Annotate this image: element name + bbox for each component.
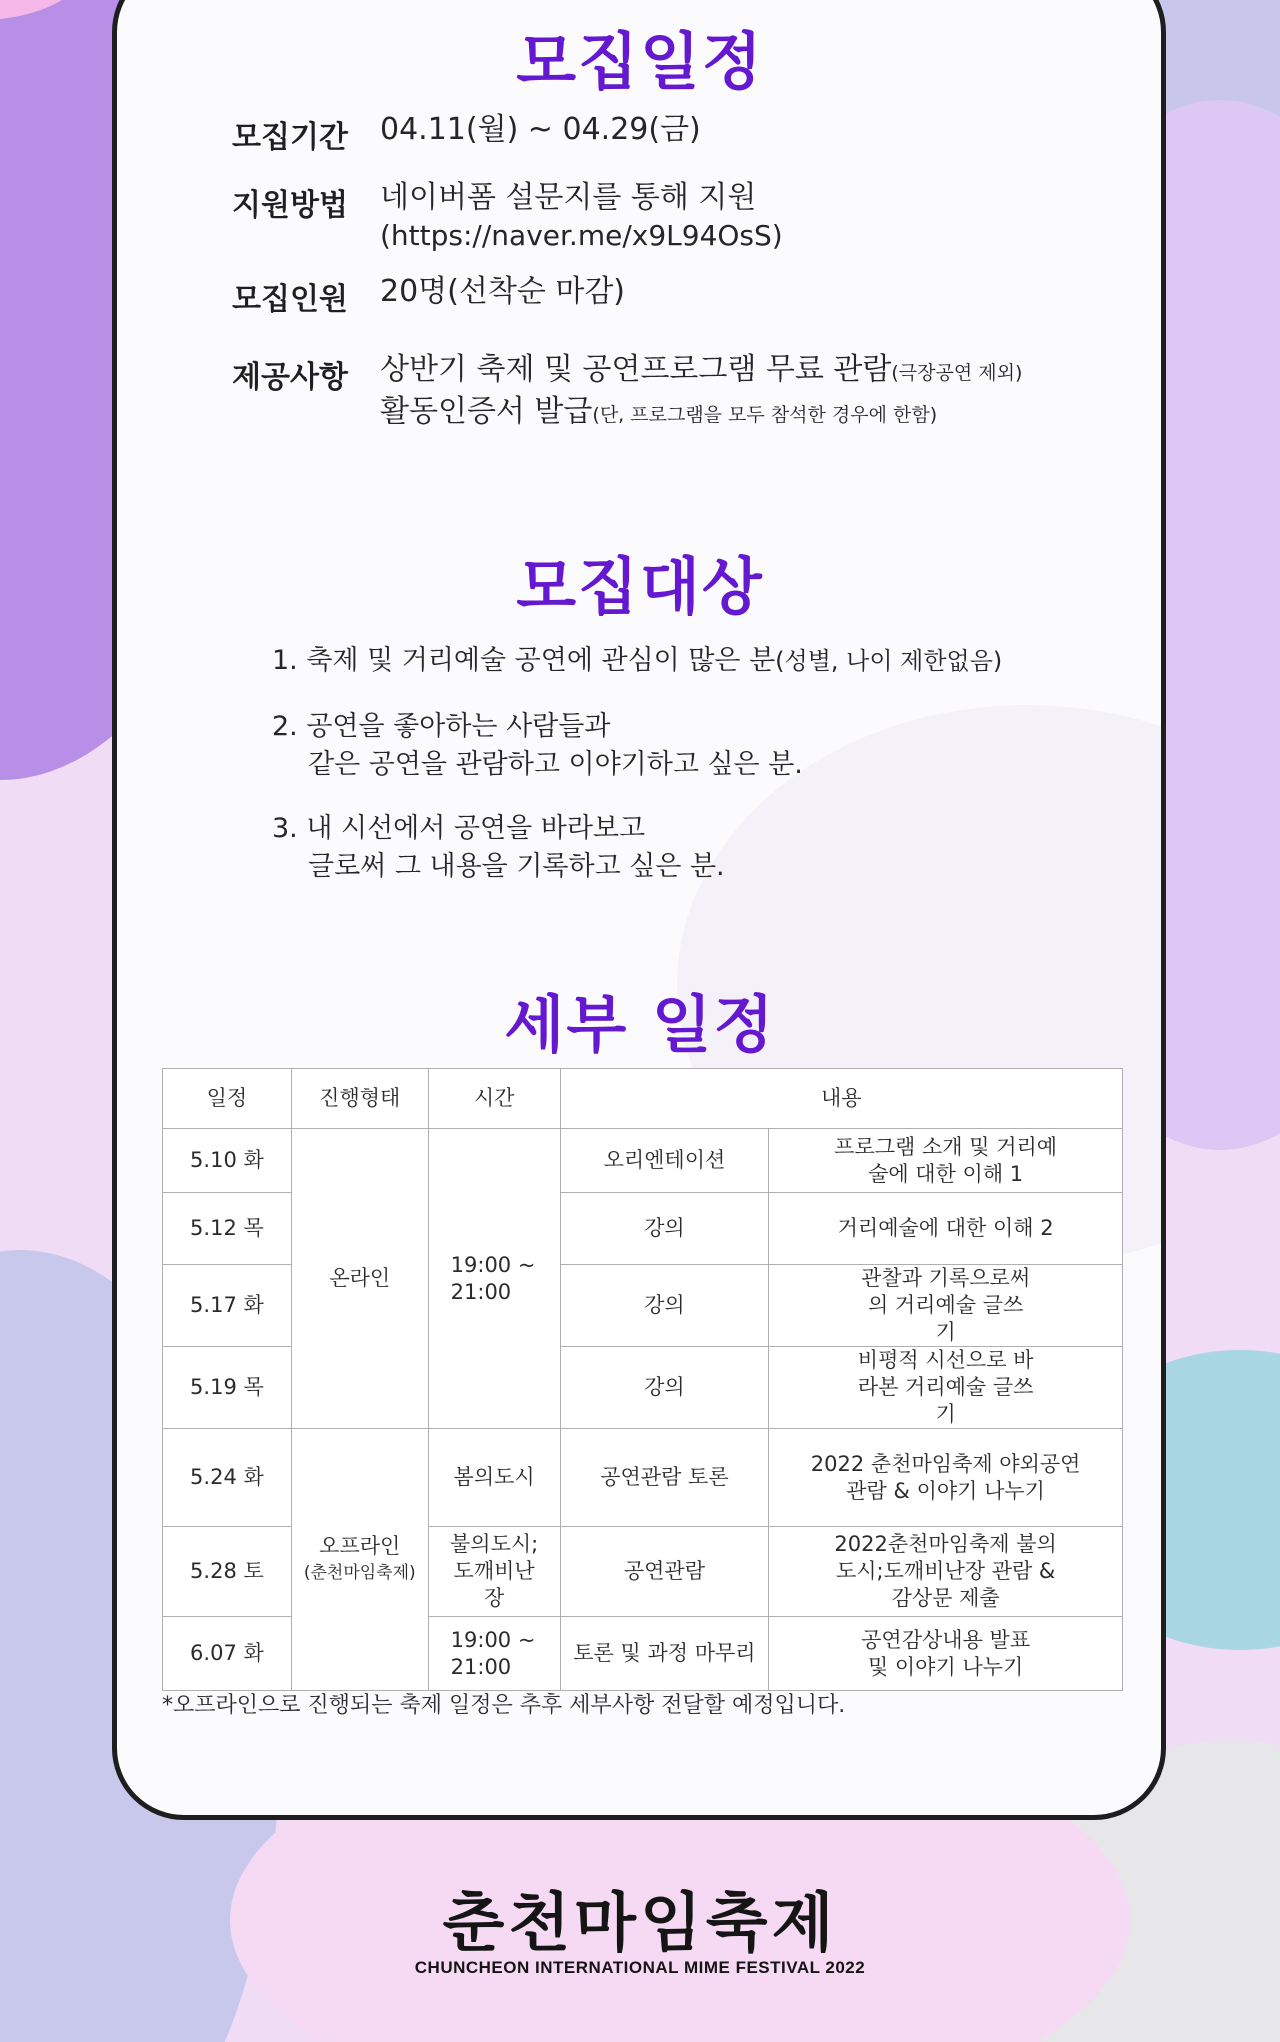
target-item-2 — [272, 708, 803, 784]
schedule-title: 세부 일정 — [504, 988, 776, 1061]
table-header-row — [163, 1069, 1123, 1129]
row-date: 5.28 토 — [163, 1527, 292, 1617]
row-date: 5.24 화 — [163, 1429, 292, 1527]
row-date: 5.17 화 — [163, 1265, 292, 1347]
row-type: 강의 — [560, 1193, 769, 1265]
row-type: 강의 — [560, 1347, 769, 1429]
format-offline — [291, 1429, 428, 1691]
row-time-text: 19:00 ~ 21:00 — [450, 1627, 536, 1679]
target-item-3-line-a: 3. 내 시선에서 공연을 바라보고 — [272, 813, 646, 844]
target-item-1 — [272, 642, 1002, 680]
row-type: 오리엔테이션 — [560, 1129, 769, 1193]
schedule-note: *오프라인으로 진행되는 축제 일정은 추후 세부사항 전달할 예정입니다. — [162, 1693, 846, 1718]
header-time: 시간 — [428, 1069, 560, 1129]
festival-logo: 춘천마임축제 — [442, 1887, 838, 1961]
offline-label: 오프라인 — [319, 1533, 401, 1558]
period-value: 04.11(월) ~ 04.29(금) — [380, 112, 701, 147]
row-date: 5.10 화 — [163, 1129, 292, 1193]
method-value: 네이버폼 설문지를 통해 지원 — [380, 180, 757, 215]
target-item-1-note: (성별, 나이 제한없음) — [775, 647, 1003, 675]
row-type: 강의 — [560, 1265, 769, 1347]
benefit-item-1 — [380, 350, 1022, 393]
benefit-label: 제공사항 — [232, 360, 348, 395]
online-time — [428, 1129, 560, 1429]
row-content: 2022 춘천마임축제 야외공연 관람 & 이야기 나누기 — [769, 1429, 1123, 1527]
row-content: 비평적 시선으로 바라본 거리예술 글쓰기 — [769, 1347, 1123, 1429]
target-item-3-line-b: 글로써 그 내용을 기록하고 싶은 분. — [308, 851, 725, 882]
row-type: 공연관람 토론 — [560, 1429, 769, 1527]
row-type: 공연관람 — [560, 1527, 769, 1617]
row-time — [428, 1617, 560, 1691]
benefit-1-text: 상반기 축제 및 공연프로그램 무료 관람 — [380, 352, 892, 387]
header-date: 일정 — [163, 1069, 292, 1129]
offline-note: (춘천마임축제) — [303, 1562, 416, 1583]
method-url[interactable]: (https://naver.me/x9L94OsS) — [380, 219, 783, 252]
benefit-2-text: 활동인증서 발급 — [380, 394, 593, 429]
target-item-1-text: 1. 축제 및 거리예술 공연에 관심이 많은 분 — [272, 645, 776, 676]
row-type: 토론 및 과정 마무리 — [560, 1617, 769, 1691]
row-content: 공연감상내용 발표 및 이야기 나누기 — [769, 1617, 1123, 1691]
recruit-title: 모집일정 — [516, 25, 764, 98]
target-item-3 — [272, 810, 725, 886]
count-label: 모집인원 — [232, 282, 348, 317]
period-label: 모집기간 — [232, 120, 348, 155]
table-row — [163, 1129, 1123, 1193]
online-time-text: 19:00 ~ 21:00 — [450, 1252, 536, 1304]
row-date: 6.07 화 — [163, 1617, 292, 1691]
target-title: 모집대상 — [516, 550, 764, 623]
row-content: 관찰과 기록으로써의 거리예술 글쓰기 — [769, 1265, 1123, 1347]
benefit-1-note: (극장공연 제외) — [891, 362, 1023, 384]
benefit-item-2 — [380, 392, 937, 435]
count-value: 20명(선착순 마감) — [380, 274, 625, 309]
row-content: 거리예술에 대한 이해 2 — [769, 1193, 1123, 1265]
schedule-table — [162, 1068, 1123, 1691]
row-time: 봄의도시 — [428, 1429, 560, 1527]
row-time: 불의도시; 도깨비난장 — [428, 1527, 560, 1617]
row-date: 5.12 목 — [163, 1193, 292, 1265]
table-row — [163, 1429, 1123, 1527]
format-online: 온라인 — [291, 1129, 428, 1429]
method-label: 지원방법 — [232, 188, 348, 223]
target-item-2-line-b: 같은 공연을 관람하고 이야기하고 싶은 분. — [308, 749, 803, 780]
target-item-2-line-a: 2. 공연을 좋아하는 사람들과 — [272, 711, 611, 742]
benefit-2-note: (단, 프로그램을 모두 참석한 경우에 한함) — [592, 404, 938, 426]
row-date: 5.19 목 — [163, 1347, 292, 1429]
festival-logo-english: CHUNCHEON INTERNATIONAL MIME FESTIVAL 2022 — [414, 1958, 866, 1977]
row-content: 프로그램 소개 및 거리예술에 대한 이해 1 — [769, 1129, 1123, 1193]
header-content: 내용 — [560, 1069, 1122, 1129]
row-content: 2022춘천마임축제 불의도시;도깨비난장 관람 & 감상문 제출 — [769, 1527, 1123, 1617]
header-format: 진행형태 — [291, 1069, 428, 1129]
